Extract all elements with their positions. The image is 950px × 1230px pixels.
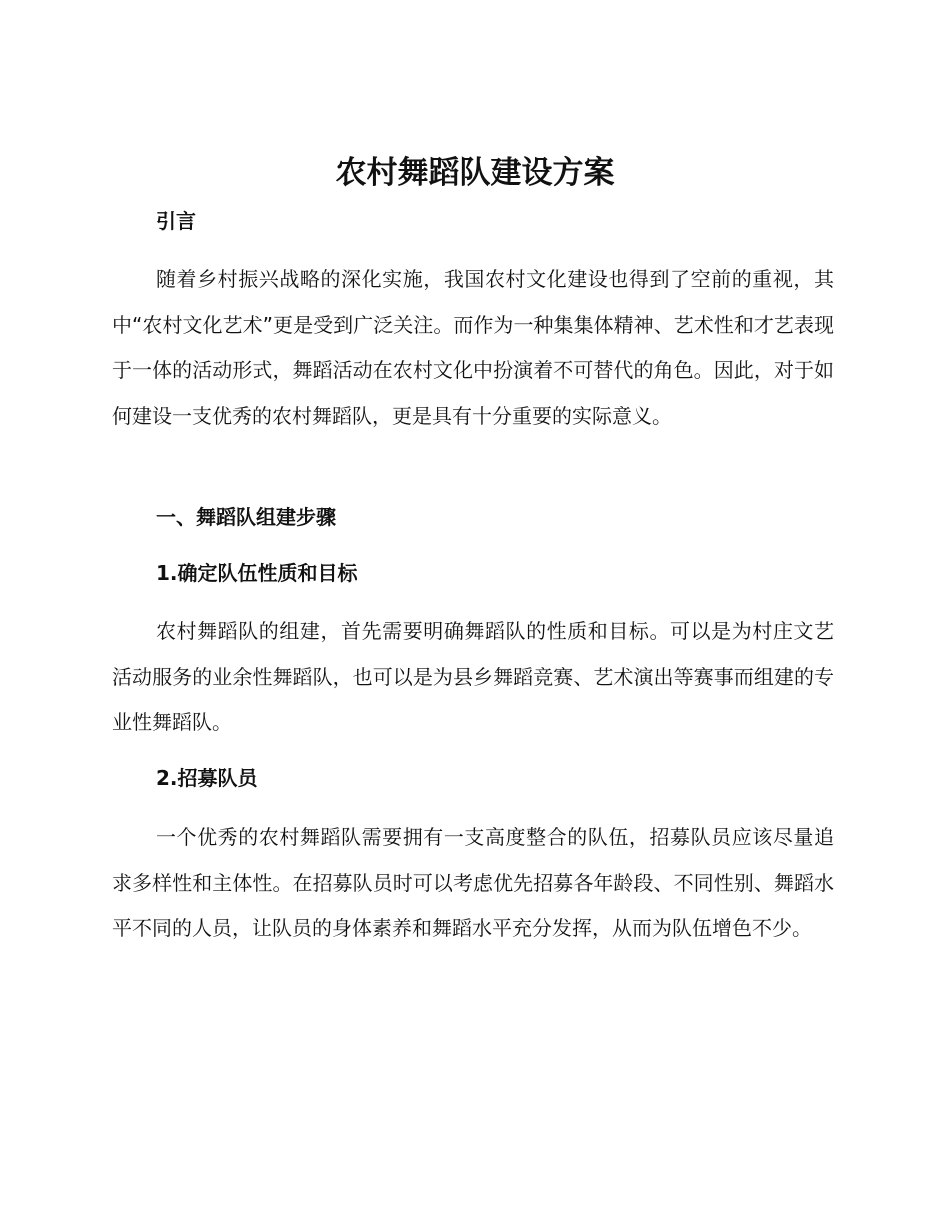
- team-nature-paragraph: 农村舞蹈队的组建，首先需要明确舞蹈队的性质和目标。可以是为村庄文艺活动服务的业余性舞蹈队，也可以是为县乡舞蹈竞赛、艺术演出等赛事而组建的专业性舞蹈队。: [112, 619, 834, 734]
- recruitment-paragraph: 一个优秀的农村舞蹈队需要拥有一支高度整合的队伍，招募队员应该尽量追求多样性和主体性。在招募队员时可以考虑优先招募各年龄段、不同性别、舞蹈水平不同的人员，让队员的身体素养和舞蹈水平充分发挥，从而为队伍增色不少。: [112, 825, 834, 940]
- subsection-heading-recruitment: 2.招募队员: [156, 766, 258, 790]
- intro-heading: 引言: [156, 209, 196, 233]
- subsection-heading-team-nature: 1.确定队伍性质和目标: [156, 561, 358, 585]
- document-title: 农村舞蹈队建设方案: [335, 155, 615, 191]
- section-heading-organization-steps: 一、舞蹈队组建步骤: [156, 505, 336, 529]
- intro-paragraph: 随着乡村振兴战略的深化实施，我国农村文化建设也得到了空前的重视，其中“农村文化艺术”更是受到广泛关注。而作为一种集集体精神、艺术性和才艺表现于一体的活动形式，舞蹈活动在农村文化中扮演着不可替代的角色。因此，对于如何建设一支优秀的农村舞蹈队，更是具有十分重要的实际意义。: [112, 267, 834, 428]
